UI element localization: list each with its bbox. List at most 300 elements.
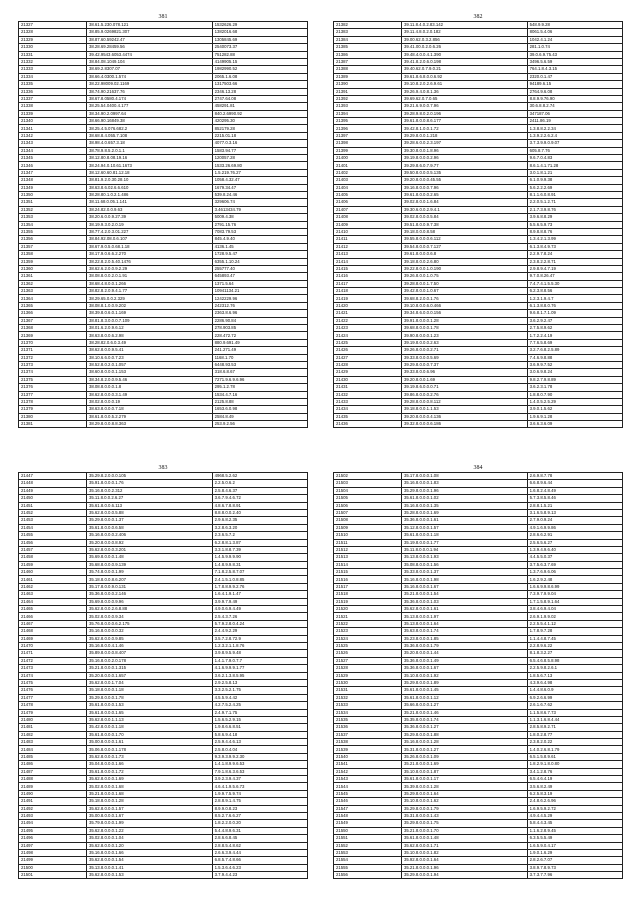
amount-cell: 1.8.2.9.1.8.0.80 <box>527 761 622 768</box>
row-id-cell: 21430 <box>334 376 402 383</box>
value-cell: 39.18.8.0.0.1.1.53 <box>401 406 527 413</box>
value-cell: 38.60.8.0.0.0.1.153 <box>86 369 212 376</box>
amount-cell: 7083.79.53 <box>212 228 307 235</box>
value-cell: 35.29.8.2.0.0.0.105 <box>86 473 212 480</box>
amount-cell: 1.1.5.8.6.7.73 <box>527 709 622 716</box>
amount-cell: 8.8.8.0.0.2.40 <box>212 509 307 516</box>
amount-cell: 8.9.8.8.8.76 <box>527 228 622 235</box>
value-cell: 35.18.8.0.0.8.6.207 <box>86 576 212 583</box>
row-id-cell: 21451 <box>19 502 87 509</box>
value-cell: 35.02.8.0.0.0.9.34 <box>86 613 212 620</box>
value-cell: 39.33.8.0.0.6.96 <box>401 369 527 376</box>
row-id-cell: 21396 <box>334 125 402 132</box>
table-row <box>19 155 308 162</box>
value-cell: 39.02.8.0.0.1.6.84 <box>401 199 527 206</box>
value-cell: 38.34.90.2.0997.64 <box>86 110 212 117</box>
table-row <box>19 761 308 768</box>
table-row <box>19 517 308 524</box>
table-row <box>334 354 623 361</box>
row-id-cell: 21357 <box>19 243 87 250</box>
amount-cell: 5.8.6.9.4.18 <box>212 731 307 738</box>
value-cell: 39.26.8.0.0.1.0.75 <box>401 273 527 280</box>
table-row <box>19 376 308 383</box>
value-cell: 35.02.8.0.0.0.1.04 <box>86 835 212 842</box>
table-row <box>19 753 308 760</box>
value-cell: 38.10.6.6.0.0.7.23 <box>86 354 212 361</box>
row-id-cell: 21359 <box>19 258 87 265</box>
row-id-cell: 21482 <box>19 731 87 738</box>
row-id-cell: 21461 <box>19 576 87 583</box>
row-id-cell: 21332 <box>19 58 87 65</box>
table-row <box>334 29 623 36</box>
table-row <box>19 716 308 723</box>
table-row <box>19 539 308 546</box>
row-id-cell: 21522 <box>334 620 402 627</box>
table-row <box>334 583 623 590</box>
row-id-cell: 21370 <box>19 339 87 346</box>
table-row <box>19 384 308 391</box>
value-cell: 38.28.82.0.6.0.3.49 <box>86 339 212 346</box>
value-cell: 38.62.8.0.0.9.5.41 <box>86 347 212 354</box>
value-cell: 35.10.8.0.0.0.1.62 <box>401 798 527 805</box>
value-cell: 35.62.8.0.0.0.1.22 <box>86 827 212 834</box>
row-id-cell: 21541 <box>334 761 402 768</box>
table-row <box>334 509 623 516</box>
row-id-cell: 21555 <box>334 864 402 871</box>
table-row <box>19 103 308 110</box>
value-cell: 38.34.8.2.0.0.9.5.46 <box>86 376 212 383</box>
table-row <box>19 51 308 58</box>
amount-cell: 605.8.7.76 <box>527 147 622 154</box>
table-row <box>334 657 623 664</box>
table-row <box>19 842 308 849</box>
value-cell: 38.08.8.0.0.0.1.8 <box>86 384 212 391</box>
amount-cell: 4149905.15 <box>212 58 307 65</box>
row-id-cell: 21389 <box>334 73 402 80</box>
row-id-cell: 21496 <box>19 835 87 842</box>
value-cell: 39.41.8.2.0.6.0.198 <box>401 58 527 65</box>
amount-cell: 318.6.8.67 <box>212 369 307 376</box>
table-row <box>334 273 623 280</box>
amount-cell: 3.4.1.2.8.76 <box>527 768 622 775</box>
row-id-cell: 21368 <box>19 325 87 332</box>
table-row <box>19 118 308 125</box>
value-cell: 35.04.8.0.0.0.1.66 <box>86 761 212 768</box>
value-cell: 38.22.8.2.0.5.40.1476 <box>86 258 212 265</box>
row-id-cell: 21402 <box>334 169 402 176</box>
table-row <box>334 827 623 834</box>
amount-cell: 2.9.8.9.4.7.19 <box>527 265 622 272</box>
row-id-cell: 21393 <box>334 103 402 110</box>
amount-cell: 764.1.8.4.3.15 <box>527 66 622 73</box>
row-id-cell: 21480 <box>19 716 87 723</box>
table-row <box>19 132 308 139</box>
amount-cell: 30.6.8.8.2.74 <box>527 103 622 110</box>
table-row <box>334 635 623 642</box>
table-row <box>19 280 308 287</box>
value-cell: 35.36.8.0.0.0.1.49 <box>401 657 527 664</box>
row-id-cell: 21390 <box>334 81 402 88</box>
amount-cell: 2346.13.28 <box>212 88 307 95</box>
row-id-cell: 21460 <box>19 569 87 576</box>
table-row <box>334 517 623 524</box>
row-id-cell: 21401 <box>334 162 402 169</box>
row-id-cell: 21554 <box>334 857 402 864</box>
row-id-cell: 21520 <box>334 606 402 613</box>
table-row <box>334 214 623 221</box>
table-row <box>19 325 308 332</box>
value-cell: 35.69.8.0.0.0.1.48 <box>86 554 212 561</box>
row-id-cell: 21423 <box>334 325 402 332</box>
table-row <box>19 606 308 613</box>
value-cell: 39.86.8.0.0.0.2.76 <box>401 391 527 398</box>
amount-cell: 3.6.2.9.2.47 <box>527 317 622 324</box>
table-row <box>334 177 623 184</box>
table-row <box>334 606 623 613</box>
value-cell: 38.63.8.0.0.0.7.18 <box>86 406 212 413</box>
table-row <box>334 302 623 309</box>
row-id-cell: 21506 <box>334 502 402 509</box>
row-id-cell: 21502 <box>334 473 402 480</box>
value-cell: 38.81.9.2.0.30.28.10 <box>86 177 212 184</box>
row-id-cell: 21548 <box>334 812 402 819</box>
table-row <box>19 228 308 235</box>
amount-cell: 7.7.6.5.8.69 <box>527 339 622 346</box>
row-id-cell: 21360 <box>19 265 87 272</box>
value-cell: 38.12.80.8.08.19.16 <box>86 155 212 162</box>
value-cell: 38.52.8.0.2.0.1.057 <box>86 361 212 368</box>
amount-cell: 2.2.9.7.8.24 <box>527 251 622 258</box>
table-row <box>19 569 308 576</box>
table-row <box>19 746 308 753</box>
value-cell: 35.61.8.0.0.0.1.18 <box>401 532 527 539</box>
amount-cell: 2.6.9.8.7.78 <box>527 473 622 480</box>
table-row <box>334 376 623 383</box>
value-cell: 39.21.6.9.0.0.7.96 <box>401 103 527 110</box>
value-cell: 35.61.8.0.0.0.1.72 <box>86 768 212 775</box>
amount-cell: 2.7.9.0.9.24 <box>527 517 622 524</box>
row-id-cell: 21407 <box>334 206 402 213</box>
value-cell: 39.61.8.6.8.0.0.6.92 <box>401 73 527 80</box>
row-id-cell: 21384 <box>334 36 402 43</box>
value-cell: 35.62.8.0.0.1.1.13 <box>86 716 212 723</box>
table-row <box>334 73 623 80</box>
value-cell: 39.69.62.0.7.0.65 <box>401 95 527 102</box>
amount-cell: 1728.9.5.47 <box>212 251 307 258</box>
value-cell: 35.91.8.0.0.0.1.76 <box>86 480 212 487</box>
value-cell: 38.66.4.0300.1.574 <box>86 73 212 80</box>
amount-cell: 4968.5.2.62 <box>212 473 307 480</box>
value-cell: 35.69.8.0.0.0.9.96 <box>86 598 212 605</box>
table-row <box>19 687 308 694</box>
value-cell: 39.28.8.0.0.0.8.112 <box>401 398 527 405</box>
amount-cell: 2320.0.1.47 <box>527 73 622 80</box>
value-cell: 35.12.8.0.0.0.1.57 <box>401 524 527 531</box>
value-cell: 38.68.4.8.0.0.1.266 <box>86 280 212 287</box>
amount-cell: 1.9.8.6.6.8.51 <box>212 724 307 731</box>
table-row <box>19 243 308 250</box>
value-cell: 35.61.8.0.0.0.1.17 <box>401 776 527 783</box>
row-id-cell: 21392 <box>334 95 402 102</box>
value-cell: 38.20.6.0.0.9.27.39 <box>86 214 212 221</box>
table-row <box>334 694 623 701</box>
row-id-cell: 21335 <box>19 81 87 88</box>
table-row <box>19 805 308 812</box>
table-row <box>334 820 623 827</box>
value-cell: 39.19.8.0.0.0.2.63 <box>401 339 527 346</box>
table-row <box>334 310 623 317</box>
amount-cell: 6.5.1.5.8.9.61 <box>527 753 622 760</box>
table-row <box>19 398 308 405</box>
table-row <box>19 798 308 805</box>
row-id-cell: 21529 <box>334 672 402 679</box>
value-cell: 38.11.68.0.05.1.141 <box>86 199 212 206</box>
row-id-cell: 21412 <box>334 243 402 250</box>
row-id-cell: 21352 <box>19 206 87 213</box>
amount-cell: 2.8.5.8.9.2.71 <box>527 724 622 731</box>
value-cell: 35.21.8.0.0.0.1.96 <box>401 864 527 871</box>
amount-cell: 2215.01.18 <box>212 132 307 139</box>
row-id-cell: 21397 <box>334 132 402 139</box>
table-row <box>334 716 623 723</box>
table-row <box>334 502 623 509</box>
amount-cell: 7271.9.6.9.6.96 <box>212 376 307 383</box>
amount-cell: 6.5.4.6.4.19 <box>527 776 622 783</box>
table-row <box>19 191 308 198</box>
amount-cell: 2.3.8.2.2.8.71 <box>527 258 622 265</box>
row-id-cell: 21503 <box>334 480 402 487</box>
row-id-cell: 21531 <box>334 687 402 694</box>
value-cell: 35.66.8.0.0.0.1.27 <box>401 702 527 709</box>
row-id-cell: 21428 <box>334 361 402 368</box>
row-id-cell: 21395 <box>334 118 402 125</box>
page-383 <box>18 465 308 879</box>
row-id-cell: 21501 <box>19 872 87 879</box>
amount-cell: 5.8.4.4.3.45 <box>527 820 622 827</box>
amount-cell: 3.9.8.9.5.9.48 <box>212 650 307 657</box>
value-cell: 35.61.8.0.0.0.1.65 <box>86 709 212 716</box>
amount-cell: 2.8.8.5.4.8.62 <box>212 842 307 849</box>
table-row <box>334 864 623 871</box>
table-row <box>334 835 623 842</box>
amount-cell: 2.8.6.6.8.45 <box>212 835 307 842</box>
row-id-cell: 21472 <box>19 657 87 664</box>
row-id-cell: 21470 <box>19 642 87 649</box>
table-row <box>334 768 623 775</box>
table-row <box>334 746 623 753</box>
amount-cell: 2.1.7.3.9.8.76 <box>527 206 622 213</box>
amount-cell: 1.8.2.2.0.0.20 <box>212 820 307 827</box>
amount-cell: 2.5.4.3.7.26 <box>212 613 307 620</box>
value-cell: 35.61.8.0.0.0.6.58 <box>86 524 212 531</box>
row-id-cell: 21380 <box>19 413 87 420</box>
row-id-cell: 21459 <box>19 561 87 568</box>
amount-cell: 1305845.69 <box>212 36 307 43</box>
amount-cell: 1.6.9.5.9.2.72 <box>527 805 622 812</box>
table-row <box>334 155 623 162</box>
table-row <box>334 561 623 568</box>
row-id-cell: 21341 <box>19 125 87 132</box>
amount-cell: 1.1.6.2.8.9.45 <box>527 827 622 834</box>
table-row <box>19 827 308 834</box>
row-id-cell: 21462 <box>19 583 87 590</box>
value-cell: 35.39.8.0.0.0.1.28 <box>401 783 527 790</box>
table-row <box>19 620 308 627</box>
value-cell: 38.01.6.2.0.9.6.12 <box>86 325 212 332</box>
table-row <box>334 731 623 738</box>
row-id-cell: 21364 <box>19 295 87 302</box>
row-id-cell: 21519 <box>334 598 402 605</box>
value-cell: 35.61.8.0.0.0.1.70 <box>86 731 212 738</box>
row-id-cell: 21429 <box>334 369 402 376</box>
value-cell: 35.36.8.0.0.0.2.146 <box>86 591 212 598</box>
row-id-cell: 21330 <box>19 44 87 51</box>
row-id-cell: 21493 <box>19 812 87 819</box>
row-id-cell: 21337 <box>19 95 87 102</box>
value-cell: 35.21.8.0.0.0.1.70 <box>401 827 527 834</box>
row-id-cell: 21552 <box>334 842 402 849</box>
row-id-cell: 21489 <box>19 783 87 790</box>
row-id-cell: 21409 <box>334 221 402 228</box>
table-row <box>19 739 308 746</box>
amount-cell: 2.3.6.5.7.2 <box>212 532 307 539</box>
row-id-cell: 21346 <box>19 162 87 169</box>
value-cell: 35.68.8.0.0.0.9.139 <box>86 561 212 568</box>
table-row <box>334 66 623 73</box>
value-cell: 35.62.8.0.0.2.6.8.88 <box>86 606 212 613</box>
row-id-cell: 21348 <box>19 177 87 184</box>
amount-cell: 2.8.8.9.1.4.75 <box>212 798 307 805</box>
value-cell: 38.87.60.59242.47 <box>86 36 212 43</box>
row-id-cell: 21414 <box>334 258 402 265</box>
table-row <box>19 776 308 783</box>
table-row <box>19 849 308 856</box>
row-id-cell: 21363 <box>19 288 87 295</box>
table-row <box>19 642 308 649</box>
row-id-cell: 21386 <box>334 51 402 58</box>
row-id-cell: 21376 <box>19 384 87 391</box>
value-cell: 38.63.8.0.0.6.2.98 <box>86 332 212 339</box>
amount-cell: 852179.28 <box>212 125 307 132</box>
amount-cell: 1653.6.0.98 <box>212 406 307 413</box>
amount-cell: 2.5.9.4.4.6.13 <box>212 739 307 746</box>
table-row <box>334 591 623 598</box>
amount-cell: 2.5.8.4.6.37 <box>212 487 307 494</box>
table-row <box>334 546 623 553</box>
table-row <box>19 265 308 272</box>
amount-cell: 1532626.29 <box>212 22 307 29</box>
row-id-cell: 21494 <box>19 820 87 827</box>
amount-cell: 5009.4.38 <box>212 214 307 221</box>
value-cell: 35.20.8.0.0.0.8.92 <box>86 539 212 546</box>
row-id-cell: 21474 <box>19 672 87 679</box>
table-row <box>334 140 623 147</box>
amount-cell: 840.2.6990.92 <box>212 110 307 117</box>
row-id-cell: 21549 <box>334 820 402 827</box>
value-cell: 35.16.8.0.0.0.1.83 <box>401 480 527 487</box>
amount-cell: 1371.5.64 <box>212 280 307 287</box>
value-cell: 39.48.4.0.0.4.1.390 <box>401 51 527 58</box>
table-row <box>334 421 623 428</box>
amount-cell: 3.6.7.9.4.6.72 <box>212 495 307 502</box>
amount-cell: 1.5.219.76.27 <box>212 169 307 176</box>
amount-cell: 1.4.1.8.9.9.6.53 <box>212 761 307 768</box>
value-cell: 39.19.8.6.0.0.0.71 <box>401 384 527 391</box>
value-cell: 35.29.8.0.0.0.1.64 <box>401 790 527 797</box>
row-id-cell: 21383 <box>334 29 402 36</box>
value-cell: 35.29.8.0.0.0.1.88 <box>401 731 527 738</box>
amount-cell: 3.8.9.7.8.9.73 <box>527 864 622 871</box>
table-row <box>334 169 623 176</box>
row-id-cell: 21513 <box>334 554 402 561</box>
row-id-cell: 21538 <box>334 739 402 746</box>
table-row <box>334 347 623 354</box>
amount-cell: 539.8.24.46 <box>212 191 307 198</box>
row-id-cell: 21338 <box>19 103 87 110</box>
row-id-cell: 21471 <box>19 650 87 657</box>
value-cell: 39.22.8.0.0.1.0.190 <box>401 265 527 272</box>
amount-cell: 1679.34.47 <box>212 184 307 191</box>
value-cell: 39.20.8.0.0.0.4.136 <box>401 413 527 420</box>
amount-cell: 3.6.9.9.7.52 <box>527 361 622 368</box>
table-row <box>334 236 623 243</box>
table-row <box>334 295 623 302</box>
value-cell: 38.24.82.0.0.9.63 <box>86 206 212 213</box>
amount-cell: 1.8.8.0.7.90 <box>527 391 622 398</box>
table-row <box>334 199 623 206</box>
page-number: 383 <box>158 465 168 471</box>
row-id-cell: 21418 <box>334 288 402 295</box>
value-cell: 38.61.5.230.078.121 <box>86 22 212 29</box>
amount-cell: 5.6.2.2.2.69 <box>527 184 622 191</box>
value-cell: 35.62.8.0.0.0.1.61 <box>401 606 527 613</box>
value-cell: 38.67.9.0.5.0.68.1.18 <box>86 243 212 250</box>
value-cell: 35.21.8.0.0.0.1.315 <box>86 665 212 672</box>
amount-cell: 2125.8.88 <box>212 398 307 405</box>
table-row <box>19 665 308 672</box>
row-id-cell: 21433 <box>334 398 402 405</box>
amount-cell: 1583.94.77 <box>212 147 307 154</box>
amount-cell: 1.4.5.9.9.9.90 <box>212 554 307 561</box>
row-id-cell: 21553 <box>334 849 402 856</box>
amount-cell: 4077.0.3.16 <box>212 140 307 147</box>
amount-cell: 1.1.3.1.6.8.4.44 <box>527 716 622 723</box>
table-row <box>19 361 308 368</box>
amount-cell: 281.1.0.74 <box>527 44 622 51</box>
value-cell: 38.12.60.60.81.12.18 <box>86 169 212 176</box>
value-cell: 35.17.8.0.0.0.1.08 <box>401 473 527 480</box>
row-id-cell: 21478 <box>19 702 87 709</box>
row-id-cell: 21457 <box>19 546 87 553</box>
row-id-cell: 21556 <box>334 872 402 879</box>
amount-cell: 9.8.2.7.9.8.89 <box>527 376 622 383</box>
value-cell: 35.10.8.0.0.0.1.82 <box>401 849 527 856</box>
amount-cell: 4.9.0.6.9.4.49 <box>212 606 307 613</box>
row-id-cell: 21550 <box>334 827 402 834</box>
value-cell: 39.61.8.0.0.0.6.8 <box>401 251 527 258</box>
value-cell: 38.74.90.21637.76 <box>86 88 212 95</box>
row-id-cell: 21336 <box>19 88 87 95</box>
value-cell: 39.18.0.0.0.8.58 <box>401 228 527 235</box>
amount-cell: 278.903.85 <box>212 325 307 332</box>
row-id-cell: 21495 <box>19 827 87 834</box>
row-id-cell: 21521 <box>334 613 402 620</box>
amount-cell: 3.0.1.8.1.21 <box>527 169 622 176</box>
table-row <box>19 66 308 73</box>
table-row <box>334 539 623 546</box>
amount-cell: 6448.93.53 <box>212 361 307 368</box>
value-cell: 35.02.8.0.0.0.1.68 <box>86 783 212 790</box>
